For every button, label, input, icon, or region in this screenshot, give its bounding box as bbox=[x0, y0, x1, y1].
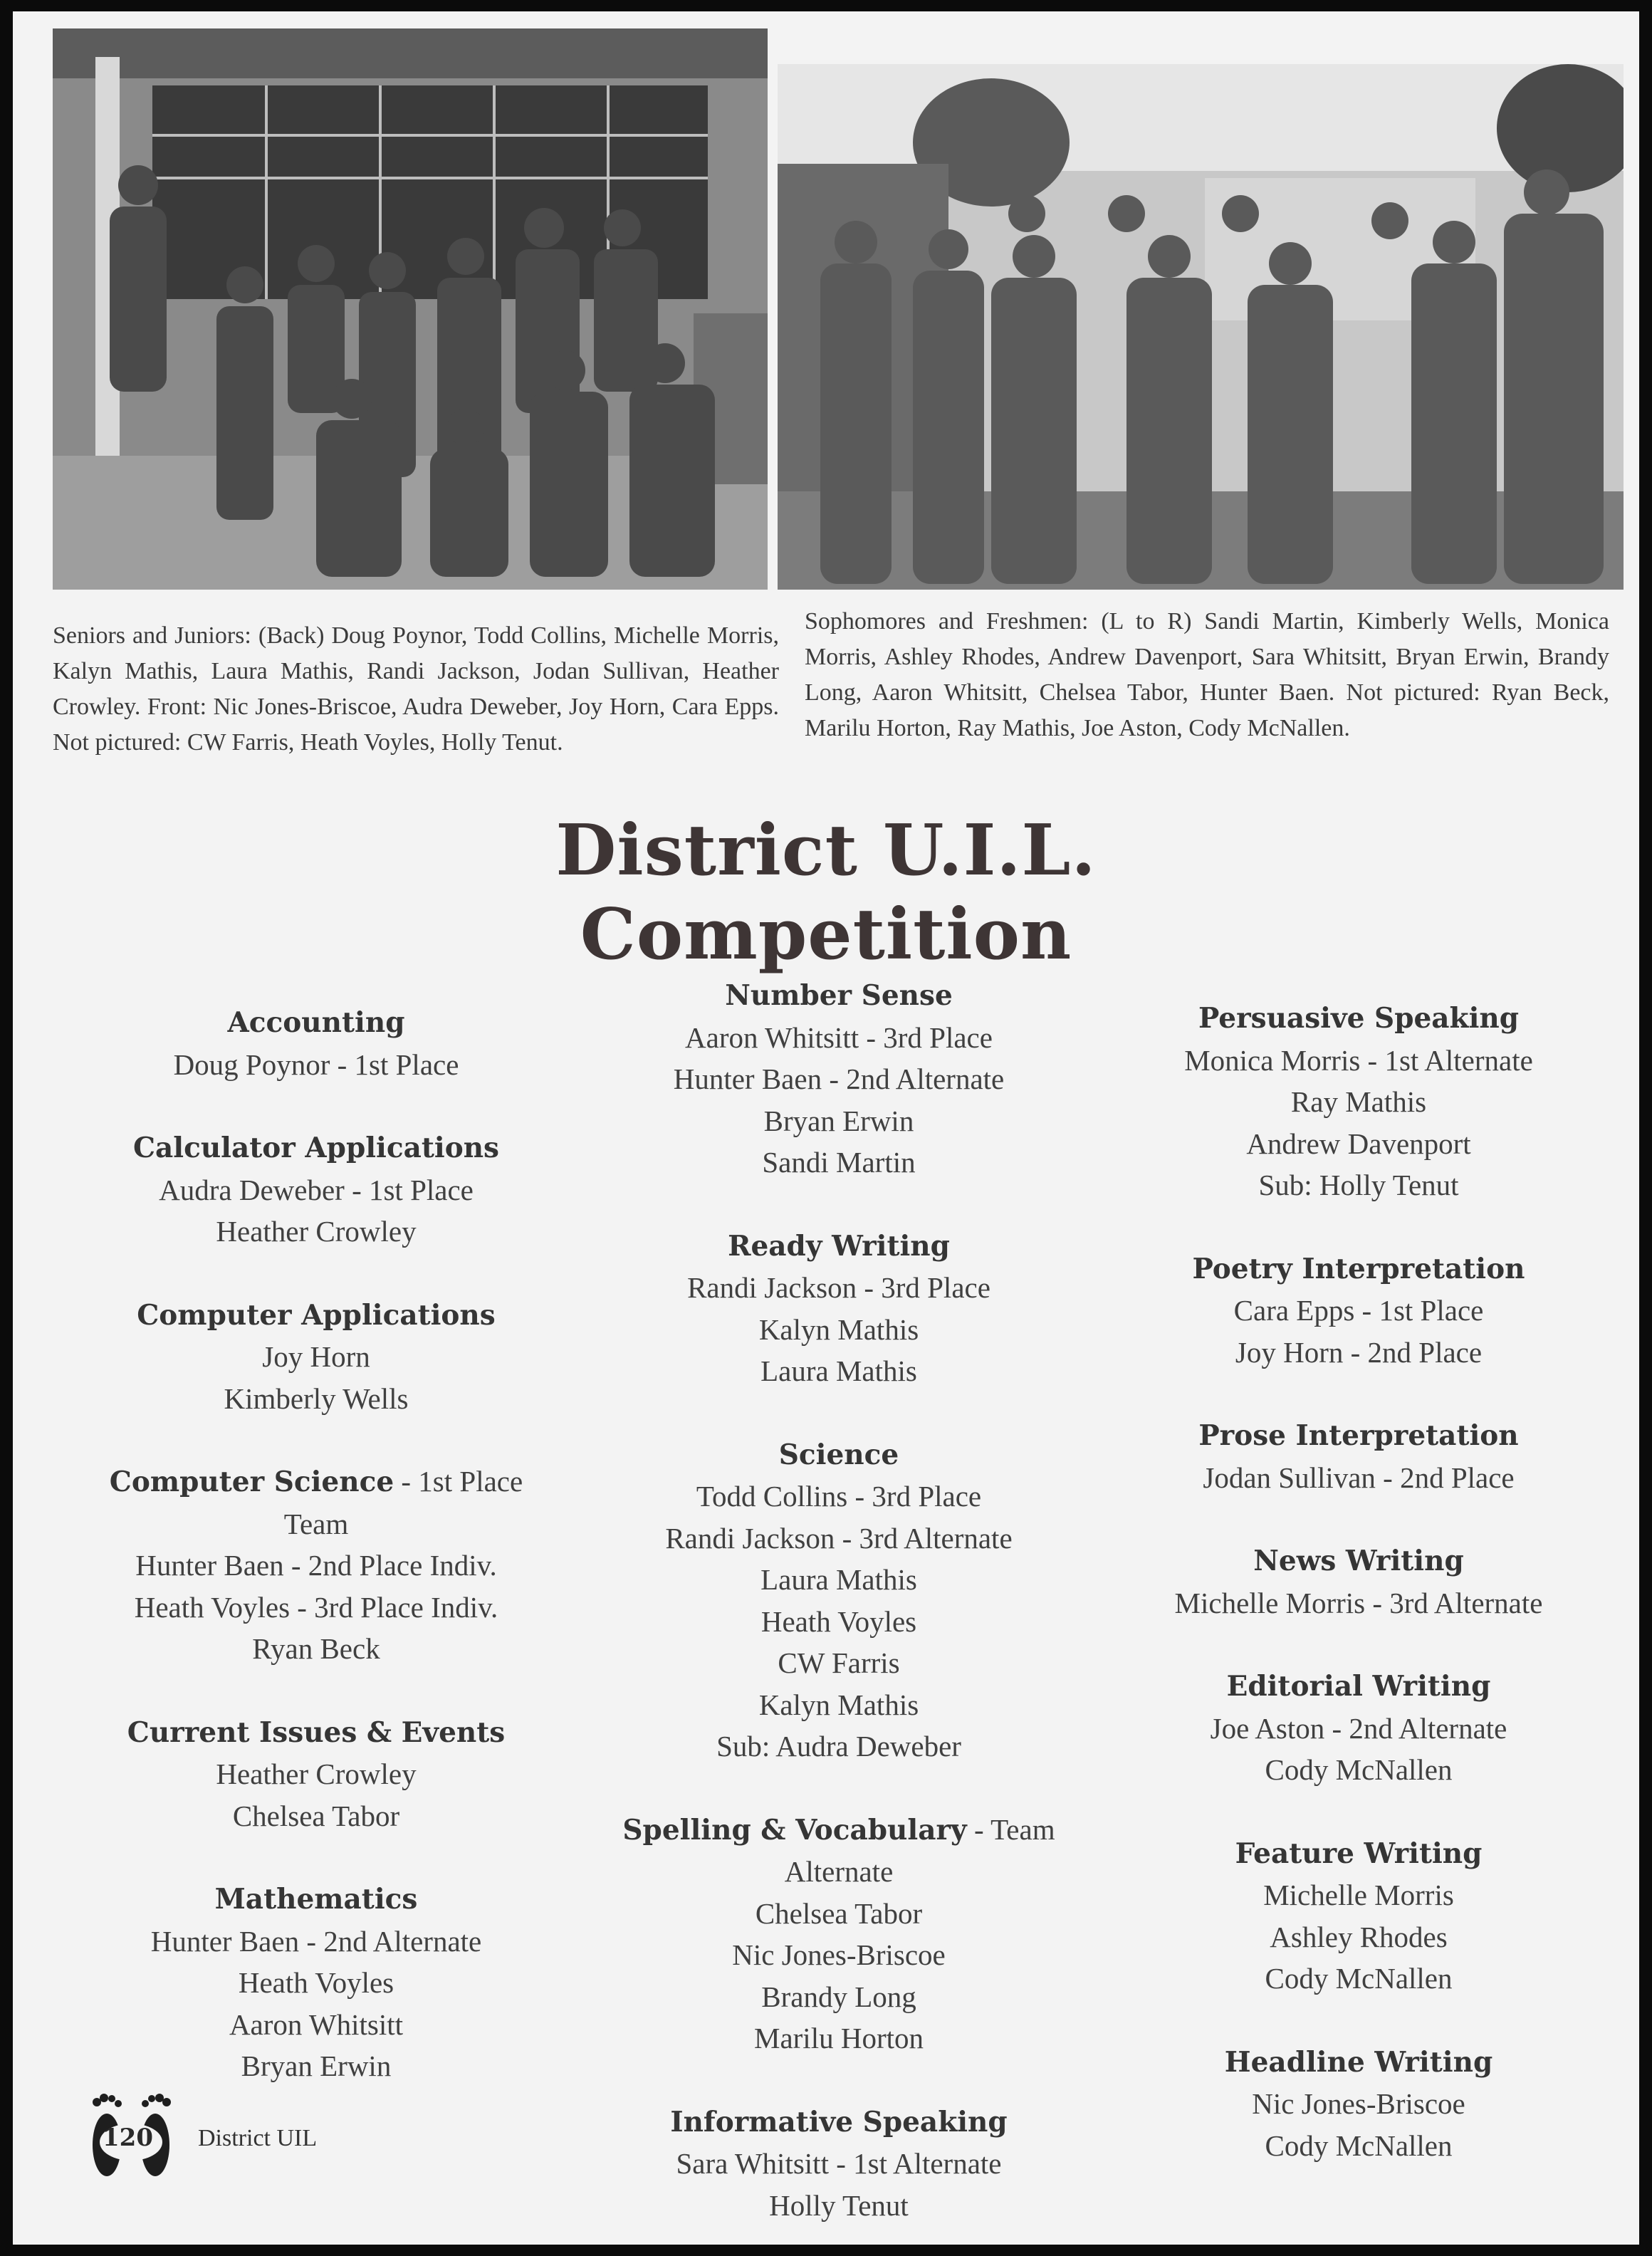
page-title-line-2: Competition bbox=[580, 894, 1072, 976]
event-entry: Heath Voyles bbox=[238, 1966, 394, 1999]
event-entry: Sara Whitsitt - 1st Alternate bbox=[676, 2147, 1002, 2180]
event-entry: Hunter Baen - 2nd Alternate bbox=[150, 1924, 482, 1958]
event-title: Current Issues & Events bbox=[127, 1716, 506, 1749]
event-heading bbox=[582, 1225, 1095, 1268]
group-photo-sophomores-freshmen bbox=[778, 64, 1624, 590]
event-entry: Kimberly Wells bbox=[224, 1382, 409, 1415]
event-heading bbox=[1109, 1248, 1608, 1290]
event-block bbox=[1109, 2041, 1608, 2167]
event-entry: Nic Jones-Briscoe bbox=[1252, 2087, 1465, 2120]
event-block bbox=[582, 974, 1095, 1184]
event-block bbox=[582, 1225, 1095, 1392]
event-block bbox=[582, 1809, 1095, 2059]
event-title: Headline Writing bbox=[1224, 2045, 1493, 2079]
event-entry: Cody McNallen bbox=[1265, 1962, 1453, 1995]
event-block bbox=[1109, 1248, 1608, 1374]
event-entry: Laura Mathis bbox=[760, 1354, 917, 1387]
page-number: 120 bbox=[103, 2124, 153, 2152]
event-entry: Ray Mathis bbox=[1290, 1085, 1427, 1118]
event-entry: Heather Crowley bbox=[216, 1758, 417, 1790]
event-entry: Michelle Morris - 3rd Alternate bbox=[1174, 1586, 1543, 1619]
event-heading bbox=[1109, 2041, 1608, 2084]
event-title: Ready Writing bbox=[728, 1229, 950, 1263]
event-heading bbox=[1109, 1540, 1608, 1582]
event-block bbox=[582, 1434, 1095, 1767]
results-column-left bbox=[74, 1001, 558, 2129]
results-column-middle bbox=[582, 974, 1095, 2245]
event-title: Editorial Writing bbox=[1226, 1670, 1491, 1703]
event-entry: Kalyn Mathis bbox=[758, 1312, 919, 1346]
event-title: Computer Applications bbox=[137, 1298, 496, 1332]
event-entry: Cara Epps - 1st Place bbox=[1233, 1294, 1484, 1327]
event-heading bbox=[74, 1294, 558, 1337]
event-entry: Heather Crowley bbox=[216, 1215, 417, 1248]
event-block bbox=[1109, 1414, 1608, 1498]
event-block bbox=[74, 1294, 558, 1420]
event-title: Computer Science bbox=[109, 1466, 394, 1498]
event-block bbox=[74, 1461, 558, 1670]
event-block bbox=[1109, 997, 1608, 1206]
event-entry: CW Farris bbox=[778, 1646, 900, 1679]
photo-caption-left: Seniors and Juniors: (Back) Doug Poynor, Todd Collins, Michelle Morris, Kalyn Mathis, Laura Mathis, Randi Jackson, Jodan Sullivan, Heather Crowley. Front: Nic Jones-Briscoe, Audra Deweber, Joy Horn, Cara Epps. Not pictured: CW Farris, Heath Voyles, Holly Tenut. bbox=[53, 622, 779, 756]
event-entry: Sub: Holly Tenut bbox=[1258, 1169, 1459, 1201]
event-entry: Monica Morris - 1st Alternate bbox=[1184, 1043, 1533, 1077]
event-entry: Sub: Audra Deweber bbox=[716, 1730, 961, 1762]
event-heading bbox=[74, 1001, 558, 1044]
event-entry: Todd Collins - 3rd Place bbox=[696, 1480, 982, 1513]
event-entry: Cody McNallen bbox=[1265, 2129, 1453, 2162]
event-entry: Jodan Sullivan - 2nd Place bbox=[1203, 1461, 1515, 1494]
event-heading bbox=[74, 1878, 558, 1921]
event-entry: Bryan Erwin bbox=[763, 1104, 914, 1137]
event-title: News Writing bbox=[1253, 1545, 1464, 1577]
event-entry: Bryan Erwin bbox=[241, 2049, 392, 2082]
event-entry: Laura Mathis bbox=[760, 1563, 917, 1596]
event-entry: Michelle Morris bbox=[1263, 1879, 1454, 1911]
event-entry: Chelsea Tabor bbox=[232, 1799, 400, 1832]
event-block bbox=[74, 1878, 558, 2087]
photo-caption-right: Sophomores and Freshmen: (L to R) Sandi Martin, Kimberly Wells, Monica Morris, Ashley Rhodes, Andrew Davenport, Sara Whitsitt, Bryan Erwin, Brandy Long, Aaron Whitsitt, Chelsea Tabor, Hunter Baen. Not pictured: Ryan Beck, Marilu Horton, Ray Mathis, Joe Aston, Cody McNallen. bbox=[805, 608, 1609, 741]
event-entry: Joe Aston - 2nd Alternate bbox=[1210, 1711, 1507, 1745]
event-title: Prose Interpretation bbox=[1198, 1419, 1519, 1452]
event-entry: Ryan Beck bbox=[252, 1632, 380, 1665]
event-entry: Audra Deweber - 1st Place bbox=[159, 1173, 474, 1206]
yearbook-page bbox=[13, 11, 1639, 2245]
event-entry: Doug Poynor - 1st Place bbox=[173, 1048, 459, 1081]
event-entry: Team bbox=[283, 1507, 349, 1540]
event-entry: Hunter Baen - 2nd Alternate bbox=[673, 1062, 1005, 1095]
event-entry: Joy Horn bbox=[262, 1340, 370, 1373]
event-entry: Kalyn Mathis bbox=[758, 1688, 919, 1721]
event-entry: Sandi Martin bbox=[762, 1146, 916, 1179]
event-entry: Chelsea Tabor bbox=[755, 1896, 923, 1930]
event-heading bbox=[74, 1711, 558, 1754]
event-entry: Marilu Horton bbox=[754, 2022, 924, 2054]
event-title: Calculator Applications bbox=[132, 1132, 500, 1164]
event-entry: Ashley Rhodes bbox=[1270, 1920, 1448, 1953]
event-block bbox=[1109, 1540, 1608, 1624]
event-heading bbox=[582, 974, 1095, 1017]
event-heading bbox=[74, 1461, 558, 1503]
event-heading bbox=[1109, 1665, 1608, 1708]
event-entry: Randi Jackson - 3rd Place bbox=[687, 1271, 990, 1304]
page-footer bbox=[78, 2089, 363, 2189]
event-block bbox=[582, 2101, 1095, 2227]
event-entry: Hunter Baen - 2nd Place Indiv. bbox=[135, 1549, 497, 1582]
event-title: Persuasive Speaking bbox=[1198, 1002, 1520, 1035]
event-title: Informative Speaking bbox=[670, 2105, 1008, 2138]
event-heading bbox=[1109, 997, 1608, 1040]
event-entry: Heath Voyles bbox=[760, 1604, 917, 1638]
event-block bbox=[74, 1127, 558, 1253]
event-block bbox=[74, 1001, 558, 1085]
event-title: Mathematics bbox=[214, 1883, 418, 1916]
event-entry: Andrew Davenport bbox=[1246, 1127, 1471, 1160]
page-title-line-1: District U.I.L. bbox=[555, 810, 1097, 892]
footer-section-label: District UIL bbox=[198, 2125, 318, 2151]
event-block bbox=[1109, 1665, 1608, 1791]
event-heading bbox=[582, 1434, 1095, 1476]
event-title: Poetry Interpretation bbox=[1192, 1252, 1525, 1285]
event-title: Science bbox=[778, 1438, 899, 1471]
event-title-suffix: - Team bbox=[966, 1812, 1055, 1846]
event-heading bbox=[74, 1127, 558, 1169]
results-column-right bbox=[1109, 997, 1608, 2208]
event-title: Accounting bbox=[227, 1006, 405, 1039]
event-entry: Randi Jackson - 3rd Alternate bbox=[665, 1521, 1013, 1555]
event-entry: Aaron Whitsitt bbox=[229, 2007, 404, 2041]
event-entry: Aaron Whitsitt - 3rd Place bbox=[685, 1020, 993, 1054]
event-block bbox=[1109, 1832, 1608, 2000]
event-entry: Heath Voyles - 3rd Place Indiv. bbox=[134, 1590, 498, 1624]
event-entry: Nic Jones-Briscoe bbox=[732, 1938, 946, 1971]
event-block bbox=[74, 1711, 558, 1837]
event-heading bbox=[1109, 1414, 1608, 1457]
event-title: Spelling & Vocabulary bbox=[622, 1813, 967, 1847]
event-title: Feature Writing bbox=[1235, 1837, 1483, 1870]
event-heading bbox=[582, 2101, 1095, 2143]
event-title-suffix: - 1st Place bbox=[394, 1465, 523, 1498]
event-entry: Brandy Long bbox=[761, 1980, 916, 2013]
event-heading bbox=[1109, 1832, 1608, 1875]
group-photo-seniors-juniors bbox=[53, 28, 768, 590]
event-entry: Joy Horn - 2nd Place bbox=[1235, 1335, 1483, 1369]
page-title bbox=[13, 809, 1639, 977]
event-entry: Cody McNallen bbox=[1265, 1753, 1453, 1786]
event-entry: Holly Tenut bbox=[769, 2188, 909, 2222]
event-entry: Alternate bbox=[784, 1855, 894, 1888]
event-title: Number Sense bbox=[725, 979, 953, 1012]
event-heading bbox=[582, 1809, 1095, 1852]
